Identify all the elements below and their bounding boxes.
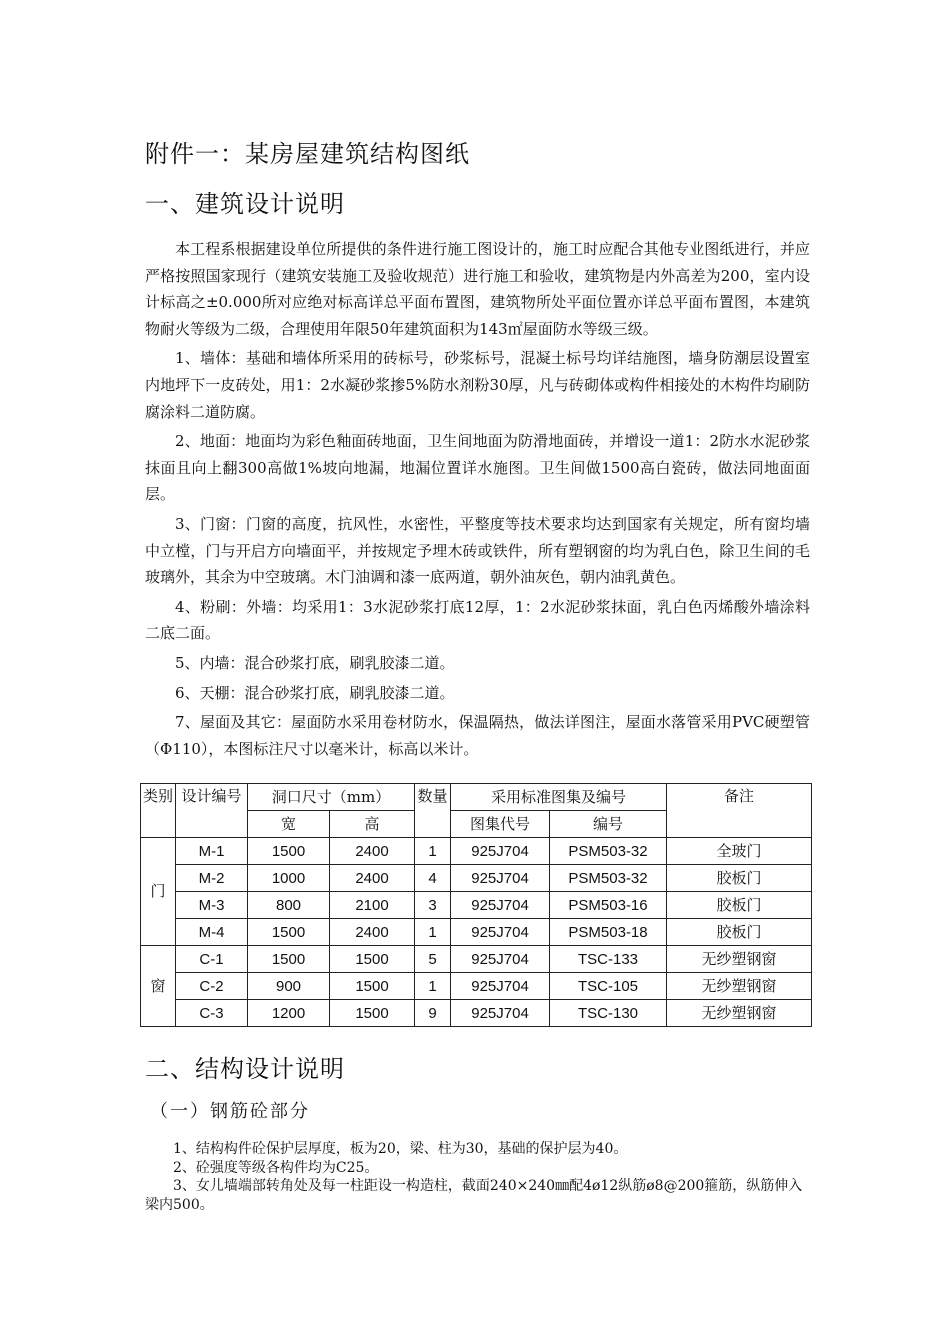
cell-atlas-code: 925J704 xyxy=(451,919,550,946)
cell-width: 800 xyxy=(248,892,330,919)
cell-height: 2400 xyxy=(330,838,415,865)
cell-width: 1500 xyxy=(248,919,330,946)
cell-height: 1500 xyxy=(330,946,415,973)
header-height: 高 xyxy=(330,811,415,838)
header-quantity: 数量 xyxy=(415,784,451,838)
section-1-body xyxy=(145,236,810,765)
cell-width: 1500 xyxy=(248,838,330,865)
header-category: 类别 xyxy=(141,784,176,838)
cell-height: 1500 xyxy=(330,1000,415,1027)
cell-code: PSM503-32 xyxy=(550,838,667,865)
cell-remark: 胶板门 xyxy=(667,865,812,892)
table-row xyxy=(141,946,812,973)
table-row xyxy=(141,892,812,919)
cell-atlas-code: 925J704 xyxy=(451,946,550,973)
cell-code: PSM503-18 xyxy=(550,919,667,946)
cell-atlas-code: 925J704 xyxy=(451,838,550,865)
cell-atlas-code: 925J704 xyxy=(451,865,550,892)
paragraph: 3、女儿墙端部转角处及每一柱距设一构造柱，截面240×240㎜配4ø12纵筋ø8@200箍筋，纵筋伸入梁内500。 xyxy=(145,1178,803,1213)
door-window-table xyxy=(140,783,812,1027)
category-door: 门 xyxy=(141,838,176,946)
cell-width: 1000 xyxy=(248,865,330,892)
category-window: 窗 xyxy=(141,946,176,1027)
cell-quantity: 4 xyxy=(415,865,451,892)
cell-code: PSM503-32 xyxy=(550,865,667,892)
cell-code: PSM503-16 xyxy=(550,892,667,919)
cell-width: 1500 xyxy=(248,946,330,973)
table-row xyxy=(141,1000,812,1027)
cell-design-no: M-2 xyxy=(176,865,248,892)
cell-quantity: 1 xyxy=(415,838,451,865)
cell-atlas-code: 925J704 xyxy=(451,892,550,919)
cell-design-no: C-1 xyxy=(176,946,248,973)
cell-quantity: 3 xyxy=(415,892,451,919)
cell-remark: 无纱塑钢窗 xyxy=(667,973,812,1000)
cell-code: TSC-105 xyxy=(550,973,667,1000)
cell-remark: 无纱塑钢窗 xyxy=(667,1000,812,1027)
cell-remark: 全玻门 xyxy=(667,838,812,865)
cell-quantity: 9 xyxy=(415,1000,451,1027)
paragraph: 1、结构构件砼保护层厚度，板为20，梁、柱为30，基础的保护层为40。 xyxy=(173,1141,628,1157)
cell-height: 2400 xyxy=(330,919,415,946)
cell-code: TSC-133 xyxy=(550,946,667,973)
section-2-heading: 二、结构设计说明 xyxy=(145,1055,345,1083)
header-width: 宽 xyxy=(248,811,330,838)
document-title: 附件一：某房屋建筑结构图纸 xyxy=(145,140,470,168)
cell-height: 1500 xyxy=(330,973,415,1000)
paragraph: 2、砼强度等级各构件均为C25。 xyxy=(173,1159,379,1176)
cell-remark: 胶板门 xyxy=(667,919,812,946)
cell-height: 2100 xyxy=(330,892,415,919)
paragraph: 2、地面：地面均为彩色釉面砖地面，卫生间地面为防滑地面砖，并增设一道1：2防水水泥砂浆抹面且向上翻300高做1%坡向地漏，地漏位置详水施图。卫生间做1500高白瓷砖，做法同地面面层。 xyxy=(145,432,810,504)
cell-width: 1200 xyxy=(248,1000,330,1027)
cell-design-no: M-1 xyxy=(176,838,248,865)
cell-height: 2400 xyxy=(330,865,415,892)
section-2-body xyxy=(145,1140,810,1214)
header-remark: 备注 xyxy=(667,784,812,838)
header-standard: 采用标准图集及编号 xyxy=(451,784,667,811)
cell-design-no: M-3 xyxy=(176,892,248,919)
cell-quantity: 1 xyxy=(415,919,451,946)
cell-design-no: C-2 xyxy=(176,973,248,1000)
cell-width: 900 xyxy=(248,973,330,1000)
section-2-subheading: （一）钢筋砼部分 xyxy=(150,1101,310,1122)
paragraph: 7、屋面及其它：屋面防水采用卷材防水，保温隔热，做法详图注，屋面水落管采用PVC硬塑管（Φ110），本图标注尺寸以毫米计，标高以米计。 xyxy=(145,713,810,758)
table-row xyxy=(141,865,812,892)
paragraph: 本工程系根据建设单位所提供的条件进行施工图设计的，施工时应配合其他专业图纸进行，并应严格按照国家现行（建筑安装施工及验收规范）进行施工和验收，建筑物是内外高差为200，室内设计标高之±0.000所对应绝对标高详总平面布置图，建筑物所处平面位置亦详总平面布置图，本建筑物耐火等级为二级，合理使用年限50年建筑面积为143㎡屋面防水等级三级。 xyxy=(145,240,810,338)
cell-remark: 无纱塑钢窗 xyxy=(667,946,812,973)
cell-atlas-code: 925J704 xyxy=(451,973,550,1000)
table-row xyxy=(141,838,812,865)
cell-design-no: M-4 xyxy=(176,919,248,946)
table-row xyxy=(141,973,812,1000)
section-1-heading: 一、建筑设计说明 xyxy=(145,190,345,218)
cell-code: TSC-130 xyxy=(550,1000,667,1027)
header-atlas-code: 图集代号 xyxy=(451,811,550,838)
cell-quantity: 1 xyxy=(415,973,451,1000)
header-opening-size: 洞口尺寸（mm） xyxy=(248,784,415,811)
paragraph: 6、天棚：混合砂浆打底，刷乳胶漆二道。 xyxy=(175,683,455,702)
cell-quantity: 5 xyxy=(415,946,451,973)
header-design-no: 设计编号 xyxy=(176,784,248,838)
table-row xyxy=(141,919,812,946)
paragraph: 3、门窗：门窗的高度，抗风性，水密性，平整度等技术要求均达到国家有关规定，所有窗均墙中立樘，门与开启方向墙面平，并按规定予埋木砖或铁件，所有塑钢窗的均为乳白色，除卫生间的毛玻璃外，其余为中空玻璃。木门油调和漆一底两道，朝外油灰色，朝内油乳黄色。 xyxy=(145,514,810,587)
paragraph: 4、粉刷：外墙：均采用1：3水泥砂浆打底12厚，1：2水泥砂浆抹面，乳白色丙烯酸外墙涂料二底二面。 xyxy=(145,597,810,643)
paragraph: 5、内墙：混合砂浆打底，刷乳胶漆二道。 xyxy=(175,653,455,672)
cell-atlas-code: 925J704 xyxy=(451,1000,550,1027)
header-code: 编号 xyxy=(550,811,667,838)
paragraph: 1、墙体：基础和墙体所采用的砖标号，砂浆标号，混凝土标号均详结施图，墙身防潮层设置室内地坪下一皮砖处，用1：2水凝砂浆掺5%防水剂粉30厚，凡与砖砌体或构件相接处的木构件均刷防腐涂料二道防腐。 xyxy=(145,349,810,421)
cell-design-no: C-3 xyxy=(176,1000,248,1027)
cell-remark: 胶板门 xyxy=(667,892,812,919)
